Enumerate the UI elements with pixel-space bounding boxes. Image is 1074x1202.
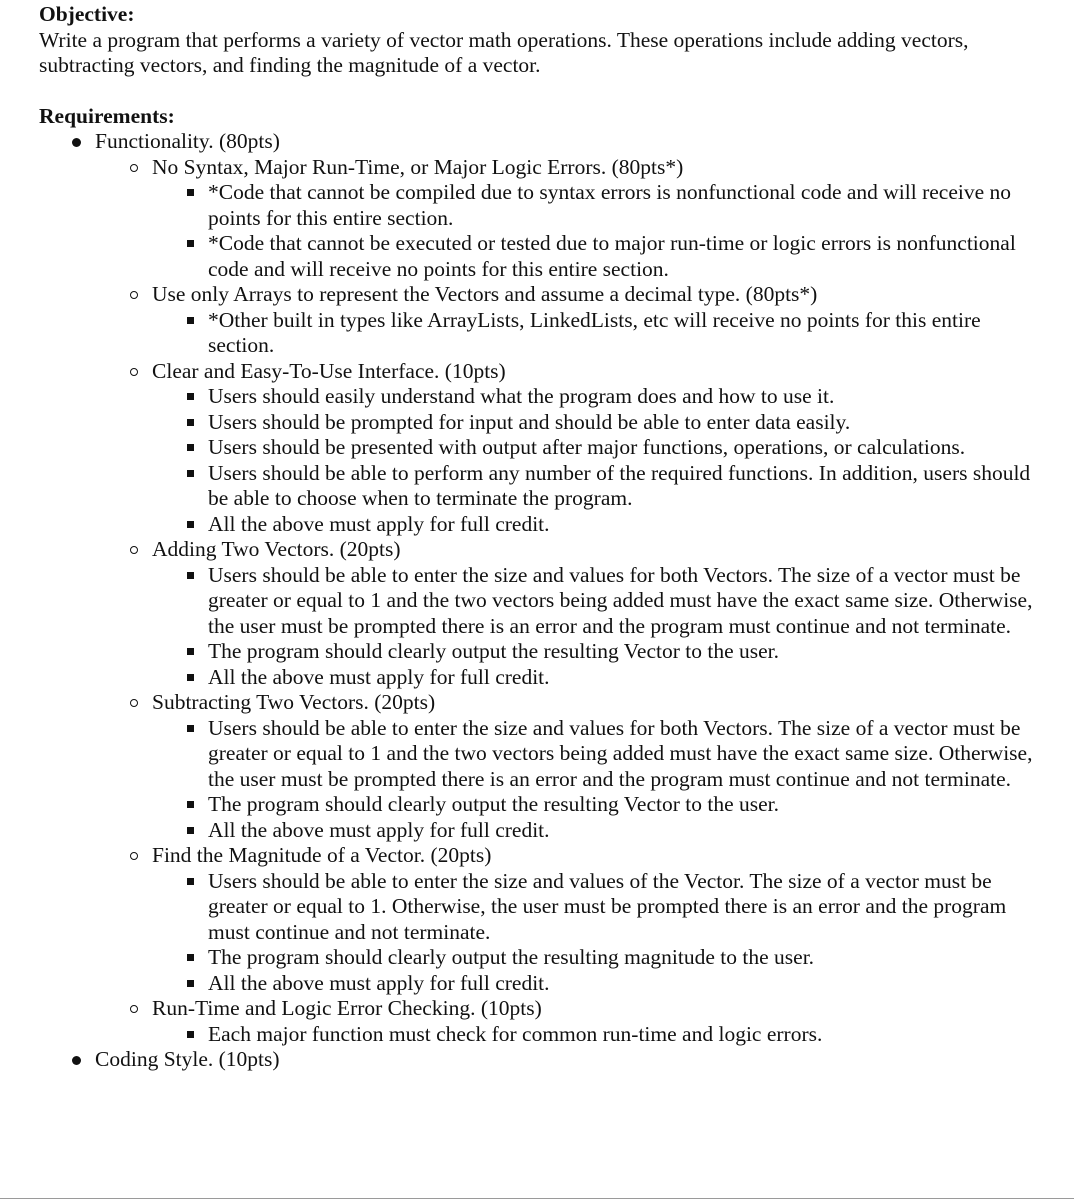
list-item-label: No Syntax, Major Run-Time, or Major Logic Errors. (80pts*) — [152, 154, 684, 179]
error-checking-sublist — [152, 1022, 1049, 1048]
square-bullet-icon — [187, 980, 194, 987]
list-item — [152, 1022, 1049, 1048]
hollow-bullet-icon — [130, 1005, 138, 1013]
square-bullet-icon — [187, 444, 194, 451]
list-item — [152, 665, 1049, 691]
hollow-bullet-icon — [130, 368, 138, 376]
list-item — [152, 818, 1049, 844]
list-item — [152, 461, 1049, 512]
adding-sublist — [152, 563, 1049, 691]
hollow-bullet-icon — [130, 852, 138, 860]
hollow-bullet-icon — [130, 699, 138, 707]
list-item-label: Subtracting Two Vectors. (20pts) — [152, 690, 436, 714]
list-item-text: Users should be presented with output after major functions, operations, or calculations. — [208, 435, 966, 459]
list-item-text: *Code that cannot be executed or tested due to major run-time or logic errors is nonfunctional code and will receive no points for this entire section. — [208, 231, 1016, 281]
square-bullet-icon — [187, 827, 194, 834]
arrays-sublist — [152, 308, 1049, 359]
assignment-document — [39, 2, 1049, 1073]
filled-bullet-icon — [72, 138, 81, 147]
list-item — [152, 410, 1049, 436]
list-item — [152, 308, 1049, 359]
hollow-bullet-icon — [130, 164, 138, 172]
bottom-divider — [0, 1198, 1074, 1199]
list-item-arrays — [95, 282, 1049, 359]
list-item-text: Users should be able to enter the size and values of the Vector. The size of a vector must be greater or equal to 1. Otherwise, the user must be prompted there is an error and the program must continue and not terminate. — [208, 868, 1007, 944]
list-item-text: Each major function must check for common run-time and logic errors. — [208, 1021, 823, 1046]
list-item-label: Clear and Easy-To-Use Interface. (10pts) — [152, 358, 506, 383]
list-item — [152, 435, 1049, 461]
section-gap — [39, 79, 1049, 104]
list-item-text: *Other built in types like ArrayLists, LinkedLists, etc will receive no points for this entire section. — [208, 307, 981, 357]
square-bullet-icon — [187, 393, 194, 400]
square-bullet-icon — [187, 878, 194, 885]
list-item-text: Users should easily understand what the program does and how to use it. — [208, 384, 835, 408]
square-bullet-icon — [187, 674, 194, 681]
list-item-label: Use only Arrays to represent the Vectors and assume a decimal type. (80pts*) — [152, 282, 818, 306]
list-item — [152, 231, 1049, 282]
objective-heading: Objective: — [39, 2, 135, 26]
list-item-functionality — [39, 129, 1049, 1047]
list-item-text: Users should be able to enter the size and values for both Vectors. The size of a vector must be greater or equal to 1 and the two vectors being added must have the exact same size. Otherwise, the user must be prompted there is an error and the program must continue and not terminate. — [208, 715, 1033, 791]
square-bullet-icon — [187, 240, 194, 247]
list-item — [152, 639, 1049, 665]
list-item-error-checking — [95, 996, 1049, 1047]
list-item-text: All the above must apply for full credit. — [208, 817, 550, 842]
square-bullet-icon — [187, 572, 194, 579]
list-item — [152, 945, 1049, 971]
square-bullet-icon — [187, 317, 194, 324]
list-item — [152, 180, 1049, 231]
square-bullet-icon — [187, 470, 194, 477]
list-item-subtracting — [95, 690, 1049, 843]
list-item-text: All the above must apply for full credit. — [208, 970, 550, 995]
square-bullet-icon — [187, 648, 194, 655]
list-item-label: Adding Two Vectors. (20pts) — [152, 537, 401, 561]
list-item-text: Users should be able to enter the size and values for both Vectors. The size of a vector must be greater or equal to 1 and the two vectors being added must have the exact same size. Otherwise, the user must be prompted there is an error and the program must continue and not terminate. — [208, 562, 1033, 638]
square-bullet-icon — [187, 725, 194, 732]
list-item-label: Coding Style. (10pts) — [95, 1047, 280, 1071]
objective-text: Write a program that performs a variety of vector math operations. These operations include adding vectors, subtracting vectors, and finding the magnitude of a vector. — [39, 27, 969, 77]
square-bullet-icon — [187, 954, 194, 961]
subtracting-sublist — [152, 716, 1049, 844]
list-item-text: All the above must apply for full credit. — [208, 511, 550, 536]
square-bullet-icon — [187, 801, 194, 808]
square-bullet-icon — [187, 521, 194, 528]
list-item — [152, 971, 1049, 997]
list-item-text: Users should be able to perform any number of the required functions. In addition, users should be able to choose when to terminate the program. — [208, 460, 1031, 510]
square-bullet-icon — [187, 189, 194, 196]
list-item-coding-style — [39, 1047, 1049, 1073]
filled-bullet-icon — [72, 1056, 81, 1065]
list-item — [152, 512, 1049, 538]
list-item — [152, 792, 1049, 818]
requirements-heading: Requirements: — [39, 103, 175, 128]
list-item-text: Users should be prompted for input and should be able to enter data easily. — [208, 409, 851, 434]
hollow-bullet-icon — [130, 546, 138, 554]
requirements-list — [39, 129, 1049, 1073]
list-item-text: The program should clearly output the resulting magnitude to the user. — [208, 945, 815, 969]
interface-sublist — [152, 384, 1049, 537]
list-item-adding — [95, 537, 1049, 690]
list-item — [152, 869, 1049, 946]
list-item-text: The program should clearly output the resulting Vector to the user. — [208, 792, 780, 816]
syntax-sublist — [152, 180, 1049, 282]
list-item-interface — [95, 359, 1049, 538]
hollow-bullet-icon — [130, 291, 138, 299]
square-bullet-icon — [187, 419, 194, 426]
square-bullet-icon — [187, 1031, 194, 1038]
list-item-label: Functionality. (80pts) — [95, 129, 280, 153]
list-item-text: All the above must apply for full credit. — [208, 664, 550, 689]
functionality-sublist — [95, 155, 1049, 1048]
list-item-magnitude — [95, 843, 1049, 996]
list-item — [152, 384, 1049, 410]
list-item-label: Run-Time and Logic Error Checking. (10pts) — [152, 996, 542, 1020]
magnitude-sublist — [152, 869, 1049, 997]
list-item-label: Find the Magnitude of a Vector. (20pts) — [152, 843, 492, 867]
list-item — [152, 716, 1049, 793]
list-item-text: *Code that cannot be compiled due to syntax errors is nonfunctional code and will receive no points for this entire section. — [208, 180, 1012, 230]
list-item — [152, 563, 1049, 640]
list-item-text: The program should clearly output the resulting Vector to the user. — [208, 639, 780, 663]
list-item-syntax — [95, 155, 1049, 283]
